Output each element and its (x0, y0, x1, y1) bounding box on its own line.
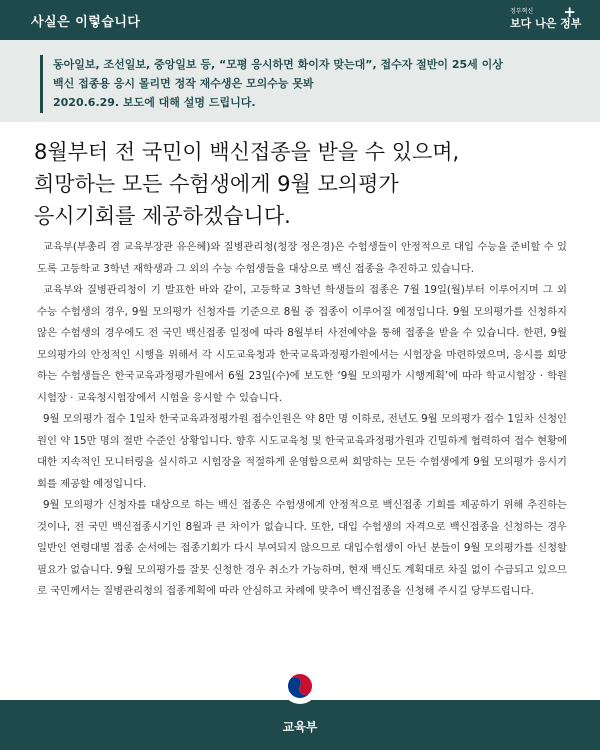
summary-line-1: 동아일보, 조선일보, 중앙일보 등, “모평 응시하면 화이자 맞는대”, 접수자 절반이 25세 이상 (53, 58, 503, 71)
brand-tag: 정부혁신 (510, 8, 534, 15)
paragraph-3: 9월 모의평가 접수 1일차 한국교육과정평가원 접수인원은 약 8만 명 이하로, 전년도 9월 모의평가 접수 1일차 신청인원인 약 15만 명의 절반 수준인 상황입니다. 향후 시도교육청 및 한국교육과정평가원과 긴밀하게 협력하여 접수 현황에 대한 지속적인 모니터링을 실시하고 시험장을 적절하게 운영함으로써 희망하는 모든 수험생에게 9월 모의평가 응시기회를 제공할 예정입니다. (37, 413, 567, 490)
summary-line-3: 2020.6.29. 보도에 대해 설명 드립니다. (53, 96, 256, 109)
header-bar (0, 0, 600, 40)
paragraph-4: 9월 모의평가 신청자를 대상으로 하는 백신 접종은 수험생에게 안정적으로 백신접종 기회를 제공하기 위해 추진하는 것이나, 전 국민 백신접종시기인 8월과 큰 차이가 없습니다. 또한, 대입 수험생의 자격으로 백신접종을 신청하는 경우 일반인 연령대별 접종 순서에는 접종기회가 다시 부여되지 않으므로 대입수험생이 아닌 분들이 9월 모의평가를 신청할 필요가 없습니다. 9월 모의평가를 잘못 신청한 경우 취소가 가능하며, 현재 백신도 계획대로 차질 없이 수급되고 있으므로 국민께서는 질병관리청의 접종계획에 따라 안심하고 차례에 맞추어 백신접종을 신청해 주시길 당부드립니다. (37, 499, 567, 597)
brand-name: 보다 나은 정부 (510, 17, 582, 30)
headline-line-2: 희망하는 모든 수험생에게 9월 모의평가 (34, 172, 399, 196)
paragraph-1: 교육부(부총리 겸 교육부장관 유은혜)와 질병관리청(청장 정은경)은 수험생들이 안정적으로 대입 수능을 준비할 수 있도록 고등학교 3학년 재학생과 그 외의 수능 수험생들을 대상으로 백신 접종을 추진하고 있습니다. (37, 241, 567, 275)
government-innovation-logo (510, 3, 582, 34)
plus-icon: + (563, 3, 576, 21)
ministry-name: 교육부 (282, 720, 318, 734)
taegeuk-emblem-icon (282, 668, 318, 704)
news-summary-box (0, 40, 600, 122)
headline-line-3: 응시기회를 제공하겠습니다. (34, 204, 291, 228)
footer-bar (0, 700, 600, 750)
body-text (37, 237, 567, 603)
headline-line-1: 8월부터 전 국민이 백신접종을 받을 수 있으며, (34, 140, 460, 164)
paragraph-2: 교육부와 질병관리청이 기 발표한 바와 같이, 고등학교 3학년 학생들의 접종은 7월 19일(월)부터 이루어지며 그 외 수능 수험생의 경우, 9월 모의평가 신청자를 기준으로 8월 중 접종이 이루어질 예정입니다. 9월 모의평가를 신청하지 않은 수험생의 경우에도 전 국민 백신접종 일정에 따라 8월부터 사전예약을 통해 접종을 받을 수 있습니다. 한편, 9월 모의평가의 안정적인 시행을 위해서 각 시도교육청과 한국교육과정평가원에서는 시험장을 마련하였으며, 응시를 희망하는 수험생들은 한국교육과정평가원에서 6월 23일(수)에 보도한 ‘9월 모의평가 시행계획’에 따라 학교시험장 · 학원시험장 · 교육청시험장에서 시험을 응시할 수 있습니다. (37, 284, 567, 404)
section-title: 사실은 이렇습니다 (31, 15, 141, 30)
summary-line-2: 백신 접종용 응시 몰리면 정작 재수생은 모의수능 못봐 (53, 77, 314, 90)
accent-bar (40, 55, 43, 113)
headline (34, 136, 574, 232)
